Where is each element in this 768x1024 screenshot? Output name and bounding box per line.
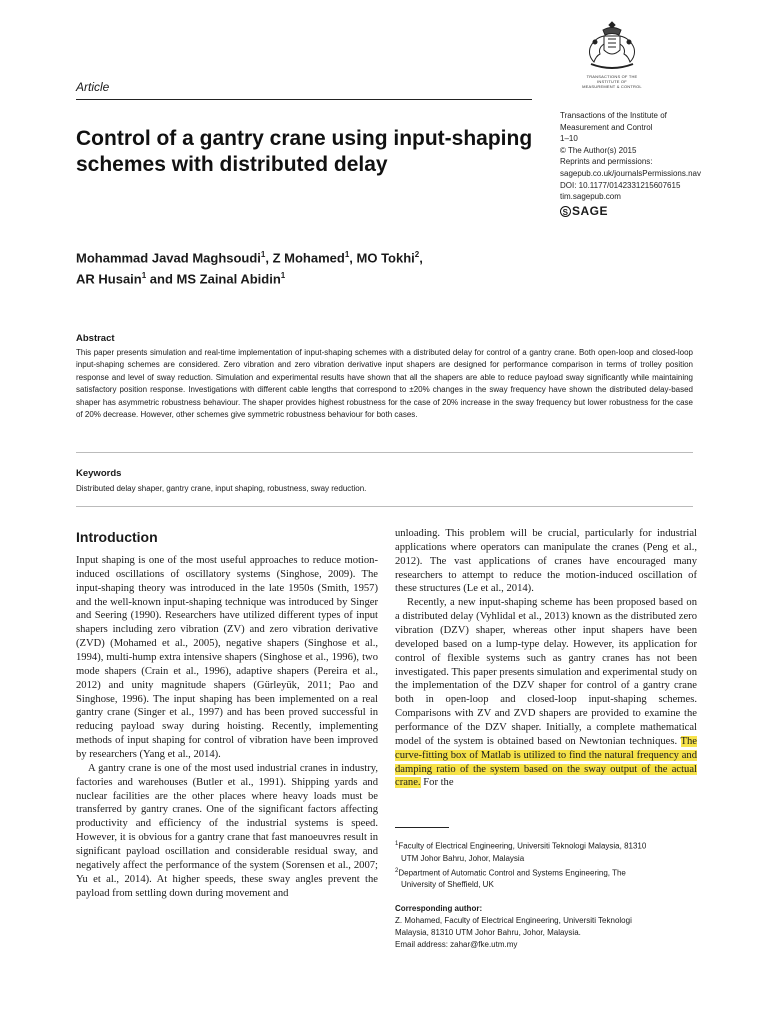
corresponding-author-heading: Corresponding author: bbox=[395, 904, 483, 913]
reprints-label: Reprints and permissions: bbox=[560, 157, 653, 167]
keywords-divider bbox=[76, 506, 693, 507]
affiliation-mark: 1 bbox=[280, 271, 286, 281]
copyright: © The Author(s) 2015 bbox=[560, 145, 637, 155]
sage-mark-icon: S bbox=[560, 206, 571, 217]
doi[interactable]: DOI: 10.1177/0142331215607615 bbox=[560, 180, 681, 190]
footnote bbox=[395, 838, 700, 853]
author-name: Mohammad Javad Maghsoudi bbox=[76, 250, 261, 266]
highlighted-text[interactable]: The curve-fitting box of Matlab is utilized to find the natural frequency and damping ratio of the system based on the sway output of the actual crane. bbox=[395, 735, 697, 789]
affiliation-footnotes bbox=[395, 838, 700, 891]
footnote-text: Department of Automatic Control and Systems Engineering, The bbox=[398, 868, 626, 878]
corresponding-author-line: Malaysia, 81310 UTM Johor Bahru, Johor, Malaysia. bbox=[395, 928, 581, 937]
affiliation-mark: 1 bbox=[344, 250, 350, 259]
footnote-divider bbox=[395, 827, 449, 828]
footnote-mark: 2 bbox=[395, 867, 399, 874]
abstract-divider bbox=[76, 452, 693, 453]
text-column-left bbox=[76, 554, 378, 900]
author-name: MS Zainal Abidin bbox=[176, 271, 281, 287]
abstract-heading: Abstract bbox=[76, 333, 115, 344]
paragraph bbox=[395, 596, 697, 790]
journal-url[interactable]: tim.sagepub.com bbox=[560, 192, 621, 202]
journal-name: Measurement and Control bbox=[560, 122, 653, 132]
sage-logo bbox=[560, 204, 608, 218]
paragraph: Input shaping is one of the most useful approaches to reduce motion-induced oscillations of oscillatory systems (Singhose, 2009). The input-shaping theory was introduced in the late 1950s (Smith, 1957) and the well-known input-shaping technique was introduced by Singer and Seering (1990). Researchers have utilized different types of input shapers including zero vibration (ZV) and zero vibration derivative (ZVD) (Mohamed et al., 2005), negative shapers (Singhose et al., 1994), multi-hump extra intensive shapers (Singhose et al., 1996), two mode shapers (Crain et al., 1996), adaptive shapers (Pereira et al., 2012) and unity magnitude shapers (Gürleyük, 2011; Pao and Singhose, 1996). The input shaping has been implemented on a real gantry crane (Singer et al., 1997) and has been proved successful in reducing payload sway during hoisting. Recently, implementing methods of input shaping for control of vibration have been improved by researchers (Yang et al., 2014). bbox=[76, 555, 378, 761]
text-column-right bbox=[395, 527, 697, 790]
footnote-mark: 1 bbox=[395, 841, 399, 847]
article-type-label: Article bbox=[76, 80, 110, 94]
journal-crest-logo bbox=[557, 18, 667, 89]
footnote-text: Faculty of Electrical Engineering, Universiti Teknologi Malaysia, 81310 bbox=[398, 841, 647, 851]
keywords-heading: Keywords bbox=[76, 468, 122, 479]
keywords-text: Distributed delay shaper, gantry crane, input shaping, robustness, sway reduction. bbox=[76, 484, 367, 493]
affiliation-mark: 2 bbox=[414, 250, 420, 259]
header-divider bbox=[76, 99, 532, 100]
footnote bbox=[395, 865, 700, 880]
publisher-name: SAGE bbox=[572, 204, 609, 218]
corresponding-author-email[interactable]: Email address: zahar@fke.utm.my bbox=[395, 940, 518, 949]
paragraph-text: For the bbox=[423, 777, 454, 789]
paragraph-text: Recently, a new input-shaping scheme has been proposed based on a distributed delay (Vyhlidal et al., 2013) known as the distributed zero vibration (DZV) shaper, whereas other input shapers have been developed based on a lump-type delay. However, its application for control of flexible systems such as gantry cranes has not been investigated. This paper presents simulation and experimental study on the implementation of the DZV shaper for control of a gantry crane both in open-loop and closed-loop input-shaping schemes. Comparisons with ZV and ZVD shapers are provided to examine the performance of the DZV shaper. Initially, a complete mathematical model of the system is obtained based on Newtonian techniques. bbox=[395, 597, 697, 747]
logo-text-line: TRANSACTIONS OF THE bbox=[586, 74, 638, 79]
logo-text-line: INSTITUTE OF bbox=[597, 79, 627, 84]
logo-text-line: MEASUREMENT & CONTROL bbox=[582, 84, 642, 89]
paragraph: A gantry crane is one of the most used industrial cranes in industry, factories and warehouses (Butler et al., 1991). Shipping yards and nuclear facilities are the other places where heavy loads must be transferred by gantry cranes. One of the significant factors affecting productivity and efficiency of the industrial systems is speed. However, it is obvious for a gantry crane that fast manoeuvres result in significant payload oscillation and considerable residual sway, and negatively affect the performance of the system (Sorensen et al., 2007; Yu et al., 2014). At higher speeds, these sway angles prevent the payload from settling down during movement and bbox=[76, 762, 378, 899]
corresponding-author-block bbox=[395, 903, 700, 951]
footnote-text: UTM Johor Bahru, Johor, Malaysia bbox=[401, 853, 525, 863]
abstract-text: This paper presents simulation and real-time implementation of input-shaping schemes with a distributed delay for control of a gantry crane. Both open-loop and closed-loop input-shaping schemes are considered. Zero vibration and zero vibration derivative input shapers are designed for performance comparison in terms of trolley position response and level of sway reduction. Simulation and experimental results have shown that all the shapers are able to reduce payload sway significantly while maintaining satisfactory position response. Investigations with different cable lengths that correspond to ±20% changes in the sway frequency have shown the distributed delay-based shaper has asymmetric robustness behaviour. The shaper provides highest robustness for the case of 20% increase in the sway frequency but lower robustness for the case of 20% decrease. However, other schemes give symmetric robustness behaviour for both cases. bbox=[76, 348, 693, 420]
page-range: 1–10 bbox=[560, 134, 578, 144]
journal-info-block bbox=[560, 110, 730, 203]
section-heading-introduction: Introduction bbox=[76, 529, 158, 545]
author-name: Z Mohamed bbox=[272, 250, 345, 266]
affiliation-mark: 1 bbox=[141, 271, 147, 281]
author-name: AR Husain bbox=[76, 271, 142, 287]
footnote-text: University of Sheffield, UK bbox=[401, 880, 494, 890]
journal-name: Transactions of the Institute of bbox=[560, 111, 667, 120]
paper-title: Control of a gantry crane using input-shaping schemes with distributed delay bbox=[76, 127, 533, 176]
affiliation-mark: 1 bbox=[260, 250, 266, 259]
permissions-link[interactable]: sagepub.co.uk/journalsPermissions.nav bbox=[560, 168, 701, 178]
author-list: Mohammad Javad Maghsoudi$^1$, Z Mohamed$^1$, MO Tokhi$^2$, AR Husain$^1$ and MS Zainal Abidin$^1$ bbox=[76, 250, 423, 287]
paragraph: unloading. This problem will be crucial, particularly for industrial applications where operators can manipulate the cranes (Peng et al., 2012). The vast applications of cranes have encouraged many researchers to attempt to reduce the motion-induced oscillation of these structures (Le et al., 2014). bbox=[395, 528, 697, 595]
corresponding-author-line: Z. Mohamed, Faculty of Electrical Engineering, Universiti Teknologi bbox=[395, 916, 632, 925]
crest-icon bbox=[577, 18, 647, 72]
author-name: MO Tokhi bbox=[356, 250, 415, 266]
